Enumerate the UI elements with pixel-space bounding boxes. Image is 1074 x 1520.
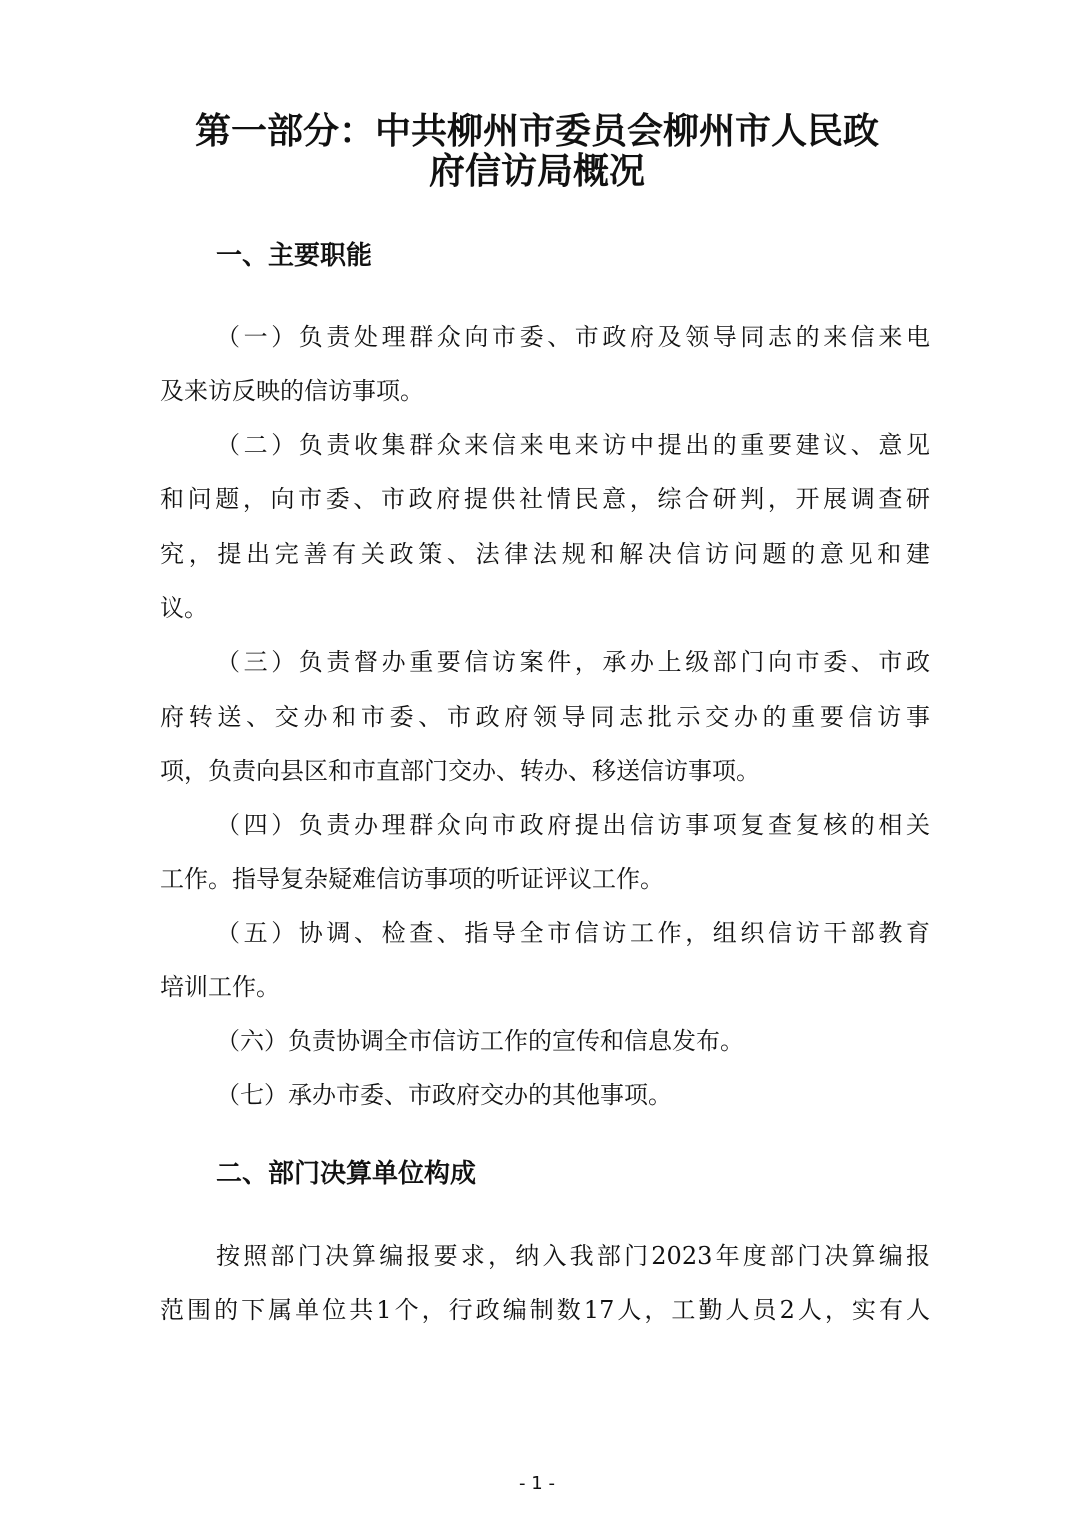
paragraph-line: （二）负责收集群众来信来电来访中提出的重要建议、意见 [216,431,930,459]
section-heading-functions: 一、主要职能 [216,241,373,271]
paragraph-line: 项，负责向县区和市直部门交办、转办、移送信访事项。 [160,757,760,785]
paragraph-line: 府转送、交办和市委、市政府领导同志批示交办的重要信访事 [160,703,930,731]
paragraph-line: 按照部门决算编报要求，纳入我部门2023年度部门决算编报 [216,1242,930,1270]
paragraph-line: 议。 [160,594,208,622]
paragraph-line: 及来访反映的信访事项。 [160,377,424,405]
paragraph-line: 究，提出完善有关政策、法律法规和解决信访问题的意见和建 [160,540,930,568]
paragraph-line: （一）负责处理群众向市委、市政府及领导同志的来信来电 [216,323,930,351]
paragraph-line: 范围的下属单位共1个，行政编制数17人，工勤人员2人，实有人 [160,1296,930,1324]
paragraph-line: （五）协调、检查、指导全市信访工作，组织信访干部教育 [216,919,930,947]
section-heading-unit-structure: 二、部门决算单位构成 [216,1159,477,1189]
paragraph-line: （四）负责办理群众向市政府提出信访事项复查复核的相关 [216,811,930,839]
paragraph-line: （三）负责督办重要信访案件，承办上级部门向市委、市政 [216,648,930,676]
paragraph-line: 工作。指导复杂疑难信访事项的听证评议工作。 [160,865,664,893]
page-number: - 1 - [519,1473,555,1494]
paragraph-line: （六）负责协调全市信访工作的宣传和信息发布。 [216,1027,744,1055]
document-title-line-1: 第一部分：中共柳州市委员会柳州市人民政 [194,111,879,152]
paragraph-line: （七）承办市委、市政府交办的其他事项。 [216,1081,672,1109]
document-title-line-2: 府信访局概况 [428,151,645,192]
paragraph-line: 培训工作。 [160,973,280,1001]
paragraph-line: 和问题，向市委、市政府提供社情民意，综合研判，开展调查研 [160,485,930,513]
